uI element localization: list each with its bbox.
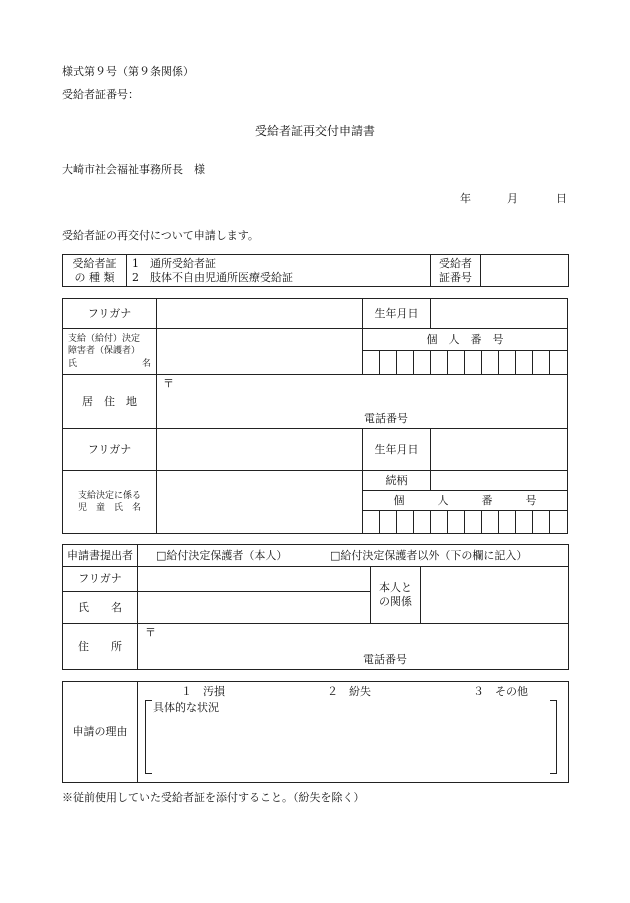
recipient-address-field[interactable] — [157, 375, 568, 429]
footer-note: ※従前使用していた受給者証を添付すること。（紛失を除く） — [62, 791, 365, 804]
child-my-number-digit[interactable] — [363, 511, 380, 534]
child-my-number-digit[interactable] — [414, 511, 431, 534]
submitter-option-other[interactable]: □給付決定保護者以外（下の欄に記入） — [330, 549, 528, 562]
cert-type-options — [127, 255, 431, 287]
submitter-name-label: 氏 名 — [63, 592, 138, 624]
child-relation-field[interactable] — [431, 471, 568, 491]
child-name-label-line1: 支給決定に係る — [77, 490, 141, 501]
date-month: 月 — [507, 192, 518, 205]
child-my-number-digit[interactable] — [533, 511, 550, 534]
recipient-table — [62, 298, 568, 534]
reason-table — [62, 681, 569, 783]
child-name-label-line2: 児 童 氏 名 — [77, 503, 141, 513]
reason-detail-label: 具体的な状況 — [153, 701, 219, 714]
submitter-furigana-label: フリガナ — [63, 567, 138, 592]
recipient-address-label: 居 住 地 — [63, 375, 157, 429]
recipient-name-label-line3b: 名 — [141, 358, 151, 369]
reason-label: 申請の理由 — [63, 682, 138, 783]
recipient-my-number-digit[interactable] — [465, 351, 482, 375]
submitter-relation-label — [371, 567, 421, 624]
recipient-postal-mark: 〒 — [163, 377, 174, 390]
submitter-option-self[interactable]: □給付決定保護者（本人） — [156, 549, 288, 562]
cert-type-option-1[interactable]: 1 通所受給者証 — [132, 256, 216, 270]
child-birth-date-field[interactable] — [431, 429, 568, 471]
child-furigana-field[interactable] — [157, 429, 363, 471]
submitter-label: 申請書提出者 — [63, 545, 138, 567]
recipient-my-number-digit[interactable] — [499, 351, 516, 375]
cert-type-label-line2: の 種 類 — [74, 270, 115, 284]
addressee: 大崎市社会福祉事務所長 様 — [62, 163, 205, 176]
child-name-label — [63, 471, 157, 534]
child-my-number-digit[interactable] — [482, 511, 499, 534]
date-day: 日 — [556, 192, 567, 205]
recipient-name-label — [63, 329, 157, 375]
reason-option-soil[interactable]: １ 汚損 — [181, 685, 225, 698]
child-my-number-digit[interactable] — [397, 511, 414, 534]
recipient-my-number-digit[interactable] — [363, 351, 380, 375]
recipient-my-number-digit[interactable] — [431, 351, 448, 375]
recipient-furigana-field[interactable] — [157, 299, 363, 329]
cert-no-label — [431, 255, 481, 287]
recipient-my-number-digit[interactable] — [448, 351, 465, 375]
recipient-my-number-digit[interactable] — [414, 351, 431, 375]
recipient-phone-label: 電話番号 — [364, 412, 408, 425]
cert-type-label-line1: 受給者証 — [72, 256, 117, 270]
child-birth-date-label: 生年月日 — [363, 429, 431, 471]
cert-no-label-line1: 受給者 — [439, 256, 472, 270]
child-my-number-digit[interactable] — [465, 511, 482, 534]
form-number: 様式第９号（第９条関係） — [62, 65, 194, 78]
recipient-my-number-digit[interactable] — [516, 351, 533, 375]
child-my-number-digit[interactable] — [516, 511, 533, 534]
recipient-my-number-label: 個 人 番 号 — [363, 329, 568, 351]
recipient-birth-date-label: 生年月日 — [363, 299, 431, 329]
recipient-my-number-digit[interactable] — [482, 351, 499, 375]
submitter-address-field[interactable] — [138, 624, 569, 670]
recipient-furigana-label: フリガナ — [63, 299, 157, 329]
child-furigana-label: フリガナ — [63, 429, 157, 471]
submitter-name-field[interactable] — [138, 592, 371, 624]
child-my-number-digit[interactable] — [431, 511, 448, 534]
reason-option-lost[interactable]: ２ 紛失 — [327, 685, 371, 698]
recipient-my-number-digit[interactable] — [397, 351, 414, 375]
submitter-furigana-field[interactable] — [138, 567, 371, 592]
recipient-name-field[interactable] — [157, 329, 363, 375]
child-my-number-digit[interactable] — [550, 511, 568, 534]
submitter-relation-field[interactable] — [421, 567, 569, 624]
recipient-name-label-line3a: 氏 — [68, 358, 78, 369]
child-relation-label: 続柄 — [363, 471, 431, 491]
cert-type-option-2[interactable]: 2 肢体不自由児通所医療受給証 — [132, 270, 293, 284]
cert-type-table — [62, 254, 569, 287]
bracket-left — [145, 700, 152, 774]
child-name-field[interactable] — [157, 471, 363, 534]
submitter-options — [138, 545, 569, 567]
cert-type-label — [63, 255, 127, 287]
recipient-birth-date-field[interactable] — [431, 299, 568, 329]
intro-text: 受給者証の再交付について申請します。 — [62, 229, 259, 242]
child-my-number-digit[interactable] — [380, 511, 397, 534]
submitter-address-label: 住 所 — [63, 624, 138, 670]
cert-no-label-line2: 証番号 — [439, 270, 472, 284]
page-title: 受給者証再交付申請書 — [254, 124, 375, 138]
recipient-my-number-digit[interactable] — [380, 351, 397, 375]
recipient-my-number-digit[interactable] — [550, 351, 568, 375]
recipient-cert-no-label: 受給者証番号： — [62, 88, 139, 101]
submitter-table — [62, 544, 569, 670]
submitter-postal-mark: 〒 — [145, 626, 156, 639]
child-my-number-label: 個 人 番 号 — [363, 491, 568, 511]
submitter-relation-label-line2: の関係 — [379, 595, 412, 608]
child-my-number-digit[interactable] — [499, 511, 516, 534]
submitter-phone-label: 電話番号 — [363, 653, 407, 666]
date-year: 年 — [460, 192, 471, 205]
recipient-name-label-line1: 支給（給付）決定 — [68, 334, 141, 345]
reason-option-other[interactable]: ３ その他 — [473, 685, 528, 698]
recipient-my-number-digit[interactable] — [533, 351, 550, 375]
reason-content — [138, 682, 569, 783]
recipient-name-label-line2: 障害者（保護者） — [68, 346, 141, 357]
cert-no-field[interactable] — [481, 255, 569, 287]
bracket-right — [550, 700, 557, 774]
child-my-number-digit[interactable] — [448, 511, 465, 534]
submitter-relation-label-line1: 本人と — [379, 581, 412, 595]
